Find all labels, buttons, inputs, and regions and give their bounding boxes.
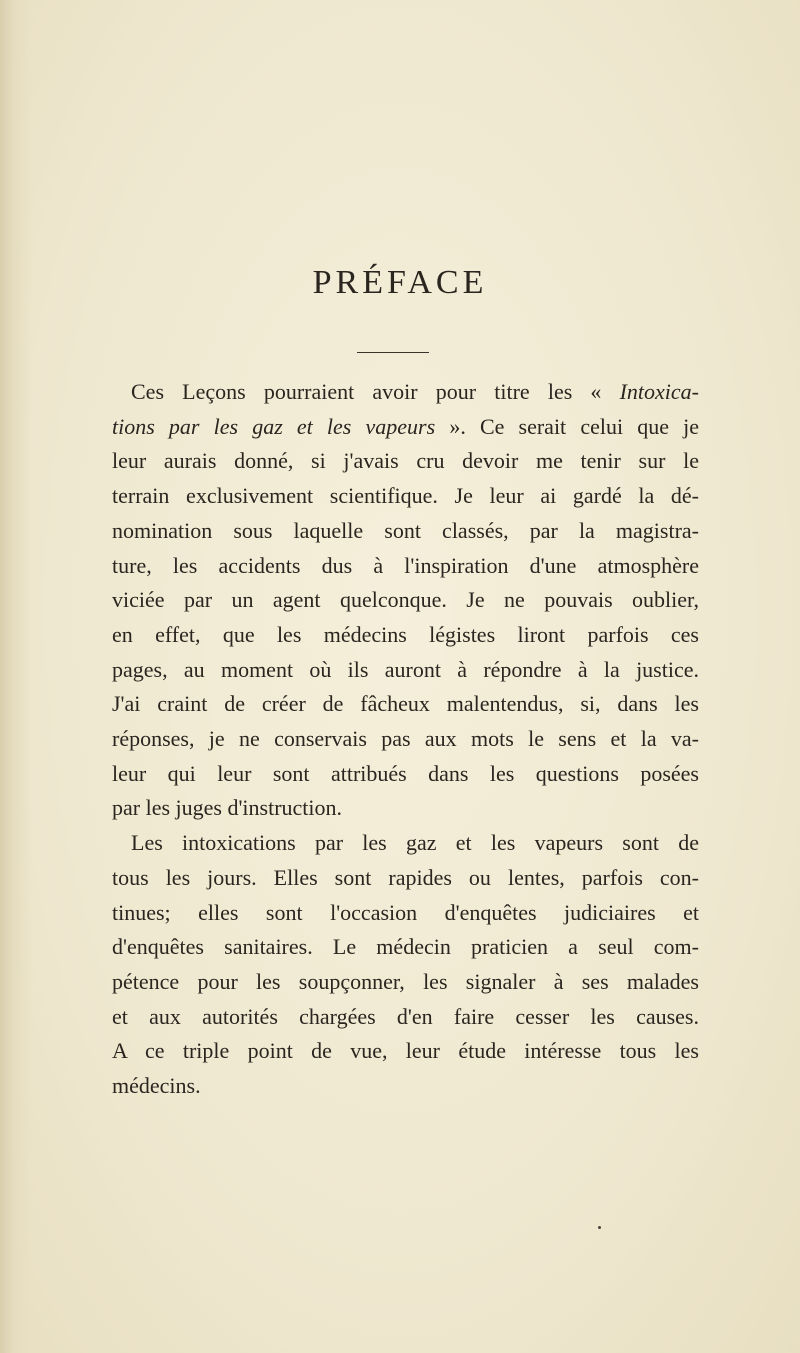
text-segment: en effet, que les médecins légistes liront parfois ces bbox=[112, 621, 699, 647]
text-segment: terrain exclusivement scientifique. Je leur ai gardé la dé- bbox=[112, 483, 699, 509]
text-line bbox=[112, 687, 699, 722]
text-segment: tous les jours. Elles sont rapides ou lentes, parfois con- bbox=[112, 864, 699, 890]
text-segment: et aux autorités chargées d'en faire cesser les causes. bbox=[112, 1003, 699, 1029]
paragraph-1 bbox=[112, 375, 699, 826]
text-segment: viciée par un agent quelconque. Je ne pouvais oublier, bbox=[112, 587, 699, 613]
text-line bbox=[112, 479, 699, 514]
text-segment: réponses, je ne conservais pas aux mots le sens et la va- bbox=[112, 726, 699, 752]
text-line bbox=[112, 653, 699, 688]
text-line bbox=[112, 1034, 699, 1069]
text-segment: Ces Leçons pourraient avoir pour titre les « bbox=[131, 379, 620, 404]
text-line bbox=[112, 791, 699, 826]
text-line bbox=[112, 514, 699, 549]
text-line bbox=[112, 618, 699, 653]
text-segment: J'ai craint de créer de fâcheux malentendus, si, dans les bbox=[112, 691, 699, 717]
body-text bbox=[112, 375, 699, 1104]
text-segment: nomination sous laquelle sont classés, par la magistra- bbox=[112, 517, 699, 543]
text-segment: leur qui leur sont attribués dans les questions posées bbox=[112, 760, 699, 786]
paper-speck bbox=[598, 1226, 601, 1229]
text-segment: tinues; elles sont l'occasion d'enquêtes judiciaires et bbox=[112, 899, 699, 925]
text-line bbox=[112, 861, 699, 896]
text-line bbox=[112, 375, 699, 410]
text-line bbox=[112, 1069, 699, 1104]
text-line bbox=[112, 1000, 699, 1035]
text-line bbox=[112, 930, 699, 965]
text-line bbox=[112, 757, 699, 792]
italic-text: tions par les gaz et les vapeurs bbox=[112, 413, 436, 439]
page-title: PRÉFACE bbox=[312, 264, 488, 301]
paragraph-2 bbox=[112, 826, 699, 1104]
text-segment: par les juges d'instruction. bbox=[112, 795, 343, 821]
text-line bbox=[112, 826, 699, 861]
italic-text: Intoxica- bbox=[619, 379, 699, 404]
text-segment: d'enquêtes sanitaires. Le médecin praticien a seul com- bbox=[112, 934, 699, 960]
text-line bbox=[112, 965, 699, 1000]
text-line bbox=[112, 444, 699, 479]
text-segment: ture, les accidents dus à l'inspiration d'une atmosphère bbox=[112, 552, 699, 578]
text-segment: leur aurais donné, si j'avais cru devoir me tenir sur le bbox=[112, 448, 699, 474]
text-line bbox=[112, 722, 699, 757]
text-segment: A ce triple point de vue, leur étude intéresse tous les bbox=[112, 1038, 699, 1064]
text-line bbox=[112, 410, 699, 445]
text-segment: pages, au moment où ils auront à répondre à la justice. bbox=[112, 656, 699, 682]
text-line bbox=[112, 583, 699, 618]
title-divider bbox=[357, 352, 429, 353]
text-line bbox=[112, 549, 699, 584]
text-segment: médecins. bbox=[112, 1073, 201, 1099]
page-binding-edge bbox=[0, 0, 32, 1353]
text-segment: ». Ce serait celui que je bbox=[435, 413, 699, 439]
text-segment: pétence pour les soupçonner, les signaler à ses malades bbox=[112, 968, 699, 994]
text-line bbox=[112, 896, 699, 931]
text-segment: Les intoxications par les gaz et les vapeurs sont de bbox=[131, 830, 699, 856]
